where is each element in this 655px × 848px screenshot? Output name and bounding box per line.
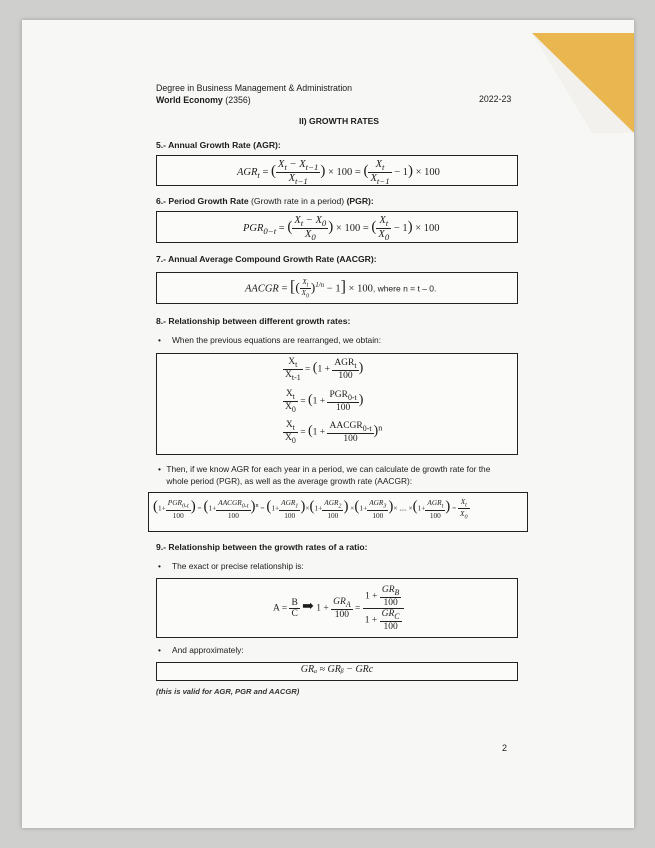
agr-formula: $AGR_t$ = ( $\frac{X_t - X_{t-1}}{X_{t-1}}$ ) × 100 = ( $\frac{X_t}{X_{t-1}}$ − 1) × 100 xyxy=(237,159,440,187)
section-9-heading: 9.- Relationship between the growth rates of a ratio: xyxy=(156,542,368,552)
approx-formula-box xyxy=(156,662,518,681)
bullet-approx: • And approximately: xyxy=(158,645,244,655)
combined-formula-box xyxy=(148,492,528,532)
section-5-heading: 5.- Annual Growth Rate (AGR): xyxy=(156,140,281,150)
section-6-heading: 6.- Period Growth Rate (Growth rate in a period) (PGR): xyxy=(156,196,374,206)
page-number: 2 xyxy=(502,743,508,753)
bullet-then: • Then, if we know AGR for each year in a period, we can calculate de growth rate for the whole period (PGR), as well as the average growth rate (AACGR): xyxy=(158,464,491,486)
validity-note: (this is valid for AGR, PGR and AACGR) xyxy=(156,687,300,696)
ratio-formula-box xyxy=(156,578,518,638)
course-line xyxy=(156,94,251,106)
rearranged-equations-box xyxy=(156,353,518,455)
pgr-formula: $PGR_{0-t}$ = ( $\frac{X_t - X_0}{X_0}$ ) × 100 = ( $\frac{X_t}{X_0}$ − 1) × 100 xyxy=(243,215,440,243)
aacgr-formula-box xyxy=(156,272,518,304)
equation-agr: $\frac{X_t}{X_{t-1}}$ = (1 + $\frac{AGR_t}{100}$ ) xyxy=(285,357,364,382)
course-name: World Economy xyxy=(156,95,223,105)
equation-pgr: $\frac{X_t}{X_0}$ = (1 + $\frac{PGR_{0-t}}{100}$ ) xyxy=(285,389,364,414)
bullet-exact: • The exact or precise relationship is: xyxy=(158,561,304,571)
degree-line: Degree in Business Management & Administration xyxy=(156,83,353,93)
aacgr-formula: AACGR = [( $\frac{X_t}{X_0}$ )$^{1/n}$ − 1] × 100, where n = t – 0. xyxy=(245,278,437,300)
section-8-heading: 8.- Relationship between different growth rates: xyxy=(156,316,351,326)
combined-formula: (1+ $\frac{PGR_{0-t}}{100}$ ) = (1+ $\frac{AACGR_{0-t}}{100}$ )$^n$ = (1+ $\frac{AGR_1}{100}$ )×(1+ $\frac{AGR_2}{100}$ ) ×(1+ $\frac{AGR_3}{100}$ )× .... ×(1+ $\frac{AGR_t}{100}$ ) = $\frac{X_t}{X_0}$ xyxy=(153,497,468,521)
academic-year: 2022-23 xyxy=(479,94,512,104)
agr-formula-box xyxy=(156,155,518,186)
bullet-rearranged: • When the previous equations are rearranged, we obtain: xyxy=(158,335,382,345)
document-page xyxy=(22,20,634,828)
page-title: II) GROWTH RATES xyxy=(299,116,380,126)
approx-formula: GRₐ ≈ GRᵦ − GRc xyxy=(300,664,374,675)
equation-aacgr: $\frac{X_t}{X_0}$ = (1 + $\frac{AACGR_{0-t}}{100}$ )$^n$ xyxy=(285,420,383,445)
ratio-formula: A = $\frac{B}{C}$ ➡ 1 + $\frac{GR_A}{100}$ = 1 + $\frac{GR_B}{100}$ 1 + $\frac{GR_C}{100}$ xyxy=(273,585,404,632)
section-7-heading: 7.- Annual Average Compound Growth Rate (AACGR): xyxy=(156,254,377,264)
course-code: (2356) xyxy=(225,95,251,105)
pgr-formula-box xyxy=(156,211,518,243)
